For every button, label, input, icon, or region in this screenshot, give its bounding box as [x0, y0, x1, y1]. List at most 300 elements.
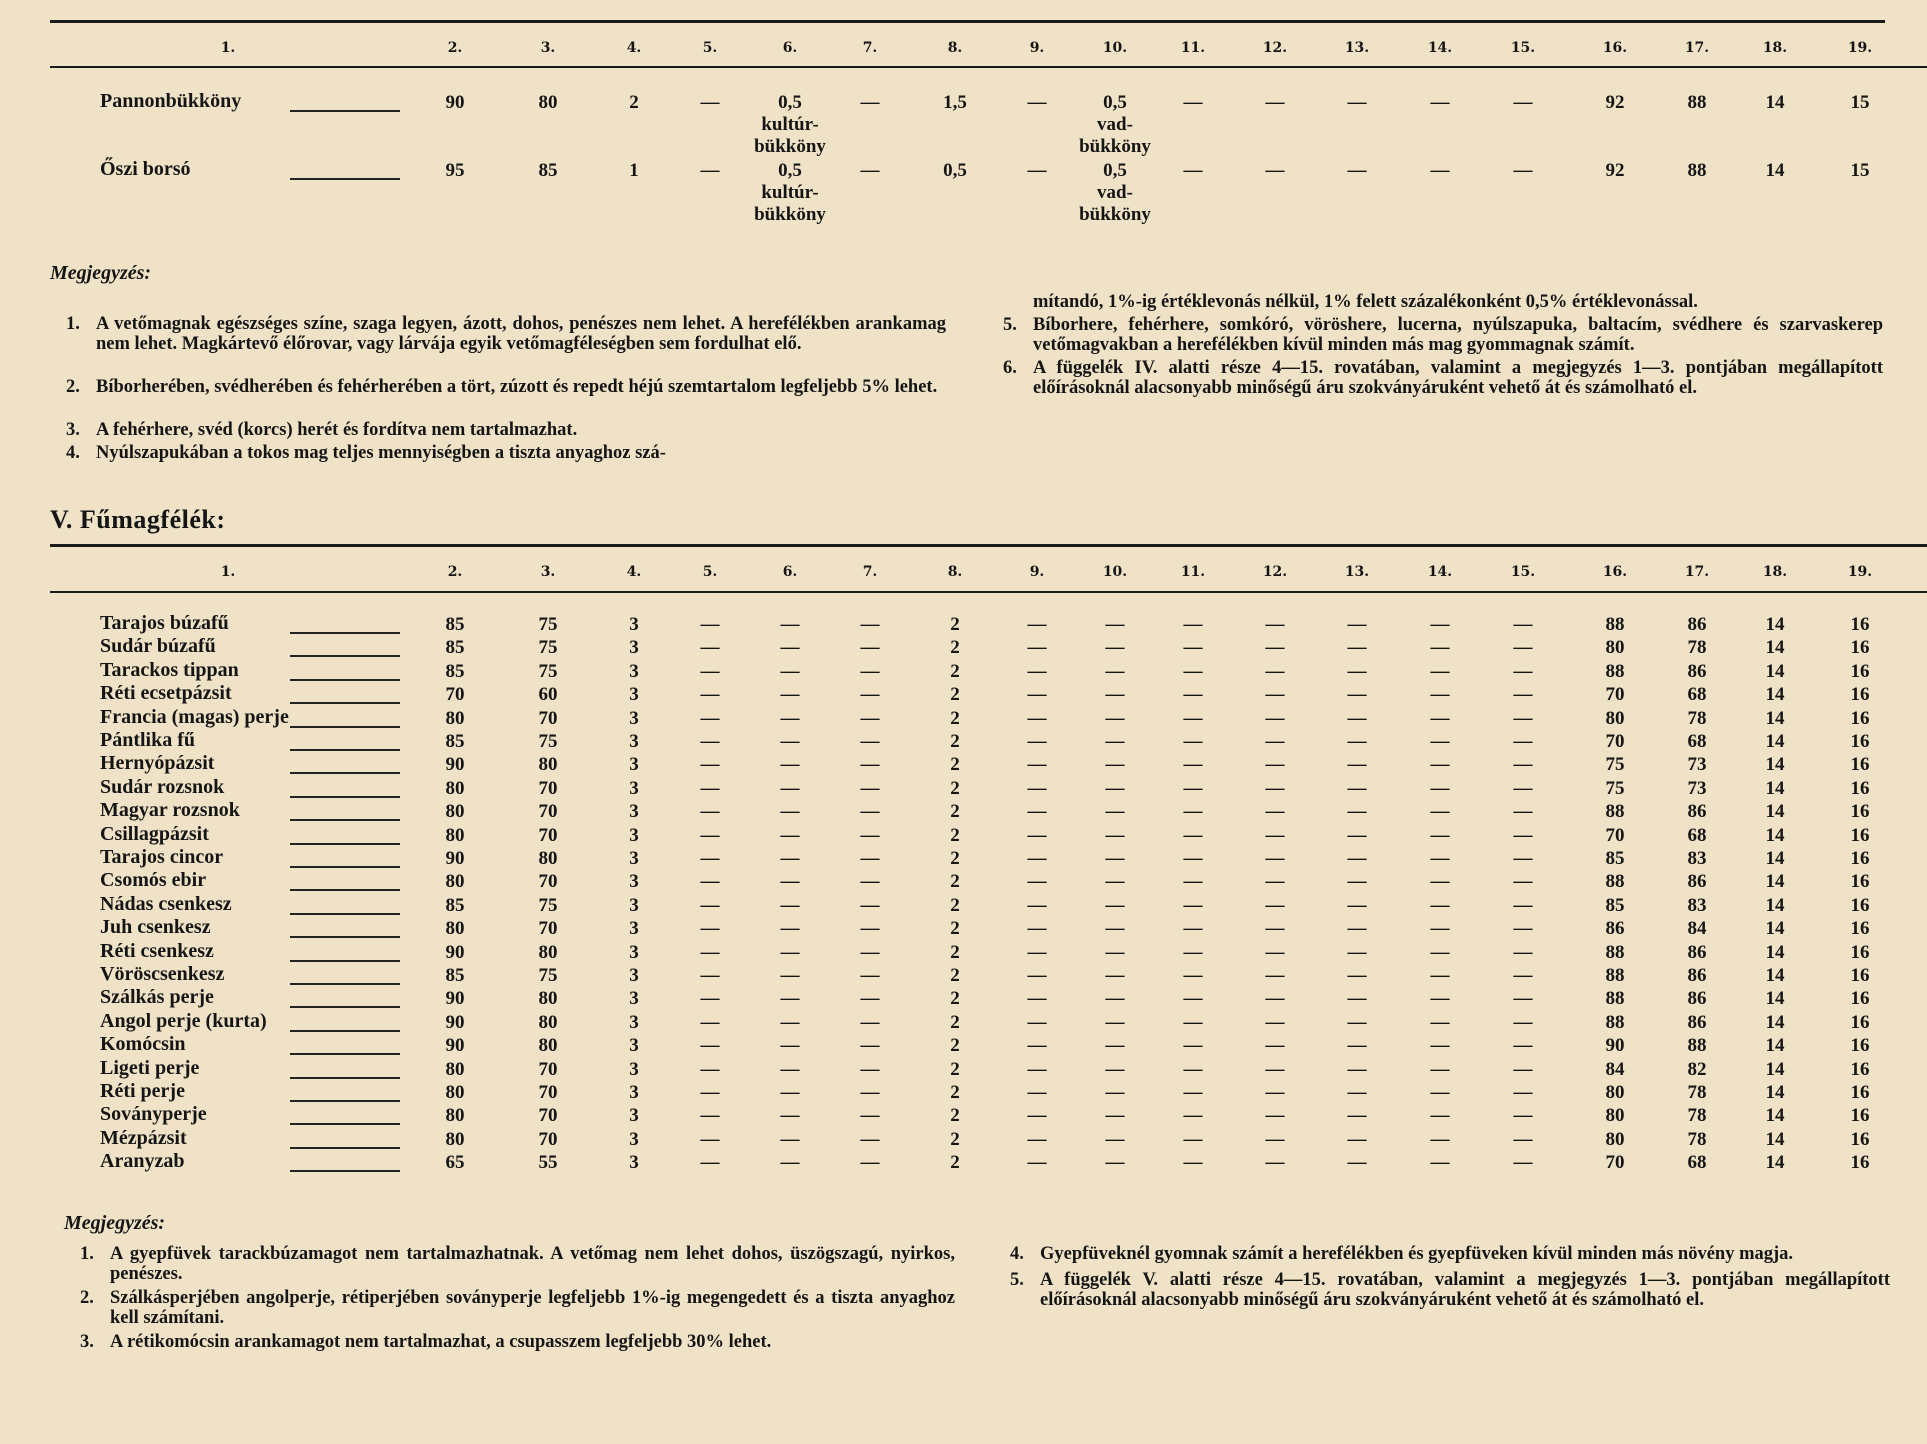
- table-cell: —: [1265, 684, 1285, 706]
- row-name: Sudár búzafű: [100, 635, 216, 658]
- table-cell: 14: [1765, 941, 1785, 963]
- table-cell: —: [1430, 824, 1450, 846]
- table-cell: —: [860, 918, 880, 940]
- table-cell: 16: [1850, 707, 1870, 729]
- table-cell: —: [1183, 1082, 1203, 1103]
- table-cell: —: [1265, 731, 1285, 752]
- row-name: Soványperje: [100, 1103, 207, 1126]
- table-cell: —: [700, 988, 720, 1010]
- section-title: V. Fűmagfélék:: [50, 505, 226, 534]
- row-name: Szálkás perje: [100, 986, 214, 1009]
- table-cell: 2: [950, 848, 960, 869]
- note-number: 1.: [80, 1244, 94, 1264]
- note-item: [1010, 1244, 1890, 1264]
- table-cell: —: [700, 801, 720, 823]
- table-cell: —: [1265, 637, 1285, 659]
- table-cell: —: [1183, 965, 1203, 986]
- table-cell: 68: [1687, 731, 1707, 752]
- table-cell: 16: [1850, 894, 1870, 916]
- table-cell: 14: [1765, 1058, 1785, 1080]
- table-cell: —: [1027, 1128, 1047, 1150]
- table-cell: 3: [629, 1152, 639, 1174]
- table-cell: —: [780, 1011, 800, 1033]
- table-cell: —: [1347, 965, 1367, 986]
- row-name: Tarajos búzafű: [100, 612, 229, 634]
- table-cell: —: [1430, 160, 1450, 181]
- table-cell: 80: [1605, 707, 1625, 729]
- table-cell: —: [780, 918, 800, 940]
- table-cell: —: [1027, 965, 1047, 986]
- table-cell: —: [1347, 824, 1367, 846]
- table-cell: 90: [445, 92, 465, 113]
- table-cell: —: [1265, 160, 1285, 181]
- table-cell: —: [1265, 801, 1285, 823]
- table-cell: 68: [1687, 824, 1707, 846]
- table-cell: —: [700, 614, 720, 635]
- table-cell: —: [1347, 848, 1367, 869]
- table-cell: —: [1430, 1128, 1450, 1150]
- table-cell: 0,5 vad- bükköny: [1079, 160, 1151, 225]
- table-cell: —: [1183, 684, 1203, 706]
- column-header: 10.: [1102, 564, 1128, 580]
- table-cell: —: [1430, 1035, 1450, 1057]
- table-cell: —: [1265, 1035, 1285, 1057]
- table-cell: —: [1265, 707, 1285, 729]
- table-cell: 2: [950, 965, 960, 986]
- table-cell: —: [1027, 1082, 1047, 1103]
- table-cell: 3: [629, 684, 639, 706]
- table-cell: —: [1430, 684, 1450, 706]
- table-cell: 14: [1765, 1128, 1785, 1150]
- note-text: A vetőmagnak egészséges színe, szaga legyen, ázott, dohos, penészes nem lehet. A herefélékben arankamag nem lehet. Magkártevő élőrovar, vagy lárvája egyik vetőmagféleségben sem fordulhat elő.: [96, 314, 946, 354]
- table-cell: 90: [445, 988, 465, 1010]
- table-cell: —: [780, 848, 800, 869]
- note-text: Nyúlszapukában a tokos mag teljes mennyiségben a tiszta anyaghoz szá-: [96, 443, 666, 463]
- column-header: 2.: [447, 564, 463, 580]
- table-cell: 16: [1850, 988, 1870, 1010]
- table-cell: —: [1183, 1011, 1203, 1033]
- table-cell: —: [860, 754, 880, 776]
- table-cell: —: [860, 1058, 880, 1080]
- table-cell: 3: [629, 731, 639, 752]
- column-header: 7.: [862, 564, 878, 580]
- table-cell: —: [1027, 1035, 1047, 1057]
- row-name: Juh csenkesz: [100, 916, 211, 939]
- leader-line: [290, 1170, 400, 1172]
- table-cell: —: [1183, 777, 1203, 799]
- table-cell: —: [860, 988, 880, 1010]
- table-cell: —: [1513, 684, 1533, 706]
- table-cell: 88: [1605, 660, 1625, 682]
- leader-line: [290, 936, 400, 938]
- table-cell: 85: [445, 614, 465, 635]
- table-cell: 92: [1605, 92, 1625, 113]
- table-cell: 68: [1687, 1152, 1707, 1174]
- table-cell: 0,5: [943, 160, 967, 181]
- table-cell: —: [860, 660, 880, 682]
- table-cell: —: [1105, 965, 1125, 986]
- table-cell: —: [1265, 1082, 1285, 1103]
- table-cell: 16: [1850, 614, 1870, 635]
- table-cell: 2: [950, 918, 960, 940]
- table-cell: 14: [1765, 965, 1785, 986]
- table-cell: —: [1105, 1105, 1125, 1127]
- table-cell: —: [1347, 1035, 1367, 1057]
- table-cell: 16: [1850, 1128, 1870, 1150]
- column-header: 6.: [782, 564, 798, 580]
- table-cell: 2: [950, 871, 960, 893]
- table-cell: —: [1105, 731, 1125, 752]
- note-text: A gyepfüvek tarackbúzamagot nem tartalmazhatnak. A vetőmag nem lehet dohos, üszögszagú, nyirkos, penészes.: [110, 1244, 955, 1284]
- table-cell: —: [1430, 707, 1450, 729]
- table-cell: —: [1105, 801, 1125, 823]
- table-cell: 14: [1765, 160, 1785, 181]
- table-cell: 80: [538, 92, 558, 113]
- table-cell: —: [1430, 92, 1450, 113]
- table-cell: 3: [629, 1105, 639, 1127]
- table-cell: 14: [1765, 614, 1785, 635]
- table-cell: —: [780, 941, 800, 963]
- table-cell: 80: [538, 1011, 558, 1033]
- row-name: Komócsin: [100, 1033, 186, 1056]
- table-cell: —: [1027, 848, 1047, 869]
- table-cell: 16: [1850, 941, 1870, 963]
- table-cell: 75: [538, 660, 558, 682]
- table-cell: —: [1513, 637, 1533, 659]
- table-cell: 88: [1605, 801, 1625, 823]
- table-cell: 70: [538, 1128, 558, 1150]
- table-cell: —: [1027, 754, 1047, 776]
- column-header: 11.: [1180, 40, 1206, 56]
- table-cell: —: [1513, 1128, 1533, 1150]
- row-name: Réti csenkesz: [100, 939, 214, 962]
- table-cell: 73: [1687, 777, 1707, 799]
- table-cell: —: [1265, 660, 1285, 682]
- column-header: 4.: [626, 40, 642, 56]
- table-cell: 14: [1765, 1105, 1785, 1127]
- table-cell: —: [1430, 731, 1450, 752]
- table-cell: —: [1347, 871, 1367, 893]
- table-cell: 80: [538, 848, 558, 869]
- table-cell: —: [1105, 684, 1125, 706]
- table-cell: 2: [950, 894, 960, 916]
- table-cell: —: [1347, 660, 1367, 682]
- table-cell: —: [1347, 707, 1367, 729]
- table-cell: —: [780, 1035, 800, 1057]
- table-cell: —: [860, 731, 880, 752]
- table-cell: —: [1183, 160, 1203, 181]
- table-cell: 2: [950, 824, 960, 846]
- table-cell: 2: [950, 941, 960, 963]
- table-cell: 14: [1765, 637, 1785, 659]
- table-cell: —: [1183, 918, 1203, 940]
- row-name: Tarajos cincor: [100, 846, 224, 868]
- table-cell: —: [1105, 614, 1125, 635]
- table-cell: —: [1513, 1082, 1533, 1103]
- table-cell: —: [700, 1011, 720, 1033]
- table-cell: 2: [950, 731, 960, 752]
- table-cell: —: [1265, 894, 1285, 916]
- table-cell: —: [1027, 988, 1047, 1010]
- table-cell: —: [1265, 1011, 1285, 1033]
- table-cell: 2: [950, 1082, 960, 1103]
- table-cell: —: [1105, 918, 1125, 940]
- table-cell: —: [1265, 965, 1285, 986]
- table-cell: 86: [1687, 1011, 1707, 1033]
- column-header: 9.: [1029, 40, 1045, 56]
- table-cell: —: [700, 1035, 720, 1057]
- table-cell: —: [1347, 160, 1367, 181]
- table-cell: —: [1430, 894, 1450, 916]
- table-cell: 2: [629, 92, 639, 113]
- note-text: mítandó, 1%-ig értéklevonás nélkül, 1% felett százalékonként 0,5% értéklevonással.: [1033, 292, 1698, 312]
- table-cell: 14: [1765, 848, 1785, 869]
- column-header: 8.: [947, 564, 963, 580]
- row-name: Tarackos tippan: [100, 658, 239, 681]
- table-cell: 14: [1765, 731, 1785, 752]
- table-cell: 14: [1765, 894, 1785, 916]
- table-cell: —: [1027, 684, 1047, 706]
- note-item: [1003, 358, 1883, 398]
- column-header: 1.: [220, 40, 236, 56]
- table-cell: 88: [1605, 871, 1625, 893]
- column-header: 5.: [702, 40, 718, 56]
- table-cell: —: [700, 637, 720, 659]
- table-cell: —: [860, 1128, 880, 1150]
- table-cell: 14: [1765, 707, 1785, 729]
- table-cell: —: [780, 871, 800, 893]
- table-cell: —: [860, 1152, 880, 1174]
- column-header: 11.: [1180, 564, 1206, 580]
- table-cell: —: [1347, 92, 1367, 113]
- table-cell: —: [1347, 941, 1367, 963]
- table-cell: 75: [538, 965, 558, 986]
- table-cell: 3: [629, 941, 639, 963]
- table-cell: —: [700, 754, 720, 776]
- row-name: Réti perje: [100, 1080, 185, 1102]
- table-cell: —: [1265, 92, 1285, 113]
- column-header: 3.: [540, 40, 556, 56]
- table-cell: —: [1183, 614, 1203, 635]
- table-cell: —: [700, 848, 720, 869]
- table-cell: 3: [629, 1082, 639, 1103]
- column-header: 10.: [1102, 40, 1128, 56]
- leader-line: [290, 913, 400, 915]
- table-cell: —: [860, 941, 880, 963]
- table-cell: —: [1265, 988, 1285, 1010]
- leader-line: [290, 1077, 400, 1079]
- table-cell: 75: [538, 894, 558, 916]
- table-cell: 90: [445, 754, 465, 776]
- table-cell: 68: [1687, 684, 1707, 706]
- table-cell: 80: [1605, 637, 1625, 659]
- table-cell: —: [860, 1105, 880, 1127]
- table-cell: 86: [1687, 660, 1707, 682]
- note-text: Szálkásperjében angolperje, rétiperjében soványperje legfeljebb 1%-ig megengedett és a tiszta anyaghoz kell számítani.: [110, 1288, 955, 1328]
- table-cell: —: [860, 614, 880, 635]
- table-cell: —: [1430, 1058, 1450, 1080]
- table-cell: 3: [629, 1011, 639, 1033]
- main-table-rule-1: [50, 544, 1927, 547]
- column-header: 14.: [1427, 564, 1453, 580]
- table-cell: —: [1347, 1082, 1367, 1103]
- table-cell: —: [1105, 637, 1125, 659]
- row-name: Pántlika fű: [100, 729, 196, 751]
- table-cell: 90: [1605, 1035, 1625, 1057]
- table-cell: 65: [445, 1152, 465, 1174]
- leader-line: [290, 1123, 400, 1125]
- table-cell: 60: [538, 684, 558, 706]
- table-cell: 75: [1605, 777, 1625, 799]
- table-cell: —: [860, 1082, 880, 1103]
- table-cell: —: [780, 731, 800, 752]
- column-header: 7.: [862, 40, 878, 56]
- table-cell: —: [1513, 614, 1533, 635]
- table-cell: 70: [538, 777, 558, 799]
- table-cell: 14: [1765, 1011, 1785, 1033]
- table-cell: —: [860, 894, 880, 916]
- table-cell: 85: [445, 965, 465, 986]
- note-number: 6.: [1003, 358, 1017, 378]
- table-cell: —: [1513, 1035, 1533, 1057]
- note-number: 5.: [1003, 315, 1017, 335]
- top-table-rule-2: [50, 66, 1927, 68]
- column-header: 19.: [1847, 40, 1873, 56]
- table-cell: —: [1183, 801, 1203, 823]
- table-cell: 3: [629, 660, 639, 682]
- table-cell: 83: [1687, 848, 1707, 869]
- column-header: 17.: [1684, 564, 1710, 580]
- row-name: Sudár rozsnok: [100, 775, 225, 798]
- table-cell: —: [780, 965, 800, 986]
- table-cell: 85: [445, 894, 465, 916]
- table-cell: —: [1027, 637, 1047, 659]
- table-cell: 88: [1605, 614, 1625, 635]
- table-cell: —: [1430, 1152, 1450, 1174]
- leader-line: [290, 632, 400, 634]
- table-cell: —: [1105, 848, 1125, 869]
- table-cell: —: [1513, 871, 1533, 893]
- table-cell: —: [1183, 988, 1203, 1010]
- table-cell: —: [1430, 871, 1450, 893]
- column-header: 3.: [540, 564, 556, 580]
- table-cell: —: [1105, 1082, 1125, 1103]
- table-cell: —: [1027, 707, 1047, 729]
- leader-line: [290, 679, 400, 681]
- note-item: [66, 443, 946, 463]
- row-name: Réti ecsetpázsit: [100, 682, 232, 705]
- note-text: A fehérhere, svéd (korcs) herét és fordítva nem tartalmazhat.: [96, 420, 578, 440]
- table-cell: —: [1347, 777, 1367, 799]
- note-text: A függelék IV. alatti része 4—15. rovatában, valamint a megjegyzés 1—3. pontjában megállapított előírásoknál alacsonyabb minőségű áru szokványáruként vehető át és számolható el.: [1033, 358, 1883, 398]
- table-cell: —: [1183, 1035, 1203, 1057]
- table-cell: 88: [1687, 1035, 1707, 1057]
- table-cell: —: [1105, 871, 1125, 893]
- table-cell: 70: [538, 801, 558, 823]
- table-cell: 14: [1765, 871, 1785, 893]
- table-cell: —: [860, 871, 880, 893]
- table-cell: —: [1027, 1058, 1047, 1080]
- table-cell: —: [780, 1152, 800, 1174]
- table-cell: 2: [950, 1128, 960, 1150]
- table-cell: —: [1105, 1011, 1125, 1033]
- table-cell: —: [1265, 614, 1285, 635]
- table-cell: 16: [1850, 871, 1870, 893]
- table-cell: —: [1347, 988, 1367, 1010]
- table-cell: —: [1513, 824, 1533, 846]
- top-table-header: [0, 40, 1927, 60]
- table-cell: 78: [1687, 1128, 1707, 1150]
- top-table-rule-1: [50, 20, 1885, 23]
- table-cell: 80: [1605, 1105, 1625, 1127]
- table-cell: 2: [950, 777, 960, 799]
- column-header: 18.: [1762, 40, 1788, 56]
- table-cell: —: [780, 801, 800, 823]
- table-cell: 88: [1605, 941, 1625, 963]
- table-cell: 85: [1605, 848, 1625, 869]
- row-name: Aranyzab: [100, 1150, 185, 1173]
- table-cell: —: [1347, 731, 1367, 752]
- column-header: 5.: [702, 564, 718, 580]
- table-cell: 70: [1605, 731, 1625, 752]
- table-cell: —: [1430, 777, 1450, 799]
- leader-line: [290, 1006, 400, 1008]
- note-item: [1033, 292, 1883, 312]
- table-cell: —: [1265, 777, 1285, 799]
- note-number: 2.: [66, 377, 80, 397]
- note-number: 1.: [66, 314, 80, 334]
- table-cell: —: [1430, 918, 1450, 940]
- table-cell: —: [860, 1011, 880, 1033]
- column-header: 8.: [947, 40, 963, 56]
- table-cell: —: [1430, 801, 1450, 823]
- table-cell: 2: [950, 1105, 960, 1127]
- row-name: Vöröscsenkesz: [100, 963, 225, 985]
- leader-line: [290, 178, 400, 180]
- table-cell: 2: [950, 660, 960, 682]
- table-cell: —: [1513, 965, 1533, 986]
- table-cell: 14: [1765, 777, 1785, 799]
- table-cell: —: [700, 707, 720, 729]
- table-cell: 16: [1850, 637, 1870, 659]
- table-cell: 86: [1687, 801, 1707, 823]
- table-cell: —: [1430, 1082, 1450, 1103]
- table-cell: —: [1183, 894, 1203, 916]
- row-name: Őszi borsó: [100, 158, 191, 180]
- table-cell: 82: [1687, 1058, 1707, 1080]
- table-cell: —: [860, 848, 880, 869]
- table-cell: —: [1183, 92, 1203, 113]
- note-number: 4.: [1010, 1244, 1024, 1264]
- column-header: 9.: [1029, 564, 1045, 580]
- table-cell: 1: [629, 160, 639, 181]
- table-cell: 80: [538, 941, 558, 963]
- table-cell: 80: [445, 918, 465, 940]
- note-item: [66, 314, 946, 354]
- table-cell: —: [780, 1082, 800, 1103]
- table-cell: —: [1027, 824, 1047, 846]
- table-cell: —: [700, 1105, 720, 1127]
- table-cell: —: [860, 801, 880, 823]
- table-cell: 70: [538, 1058, 558, 1080]
- table-cell: 92: [1605, 160, 1625, 181]
- table-cell: 14: [1765, 824, 1785, 846]
- table-cell: 3: [629, 1035, 639, 1057]
- table-cell: —: [700, 731, 720, 752]
- table-cell: 16: [1850, 684, 1870, 706]
- table-cell: —: [1347, 637, 1367, 659]
- table-cell: 86: [1605, 918, 1625, 940]
